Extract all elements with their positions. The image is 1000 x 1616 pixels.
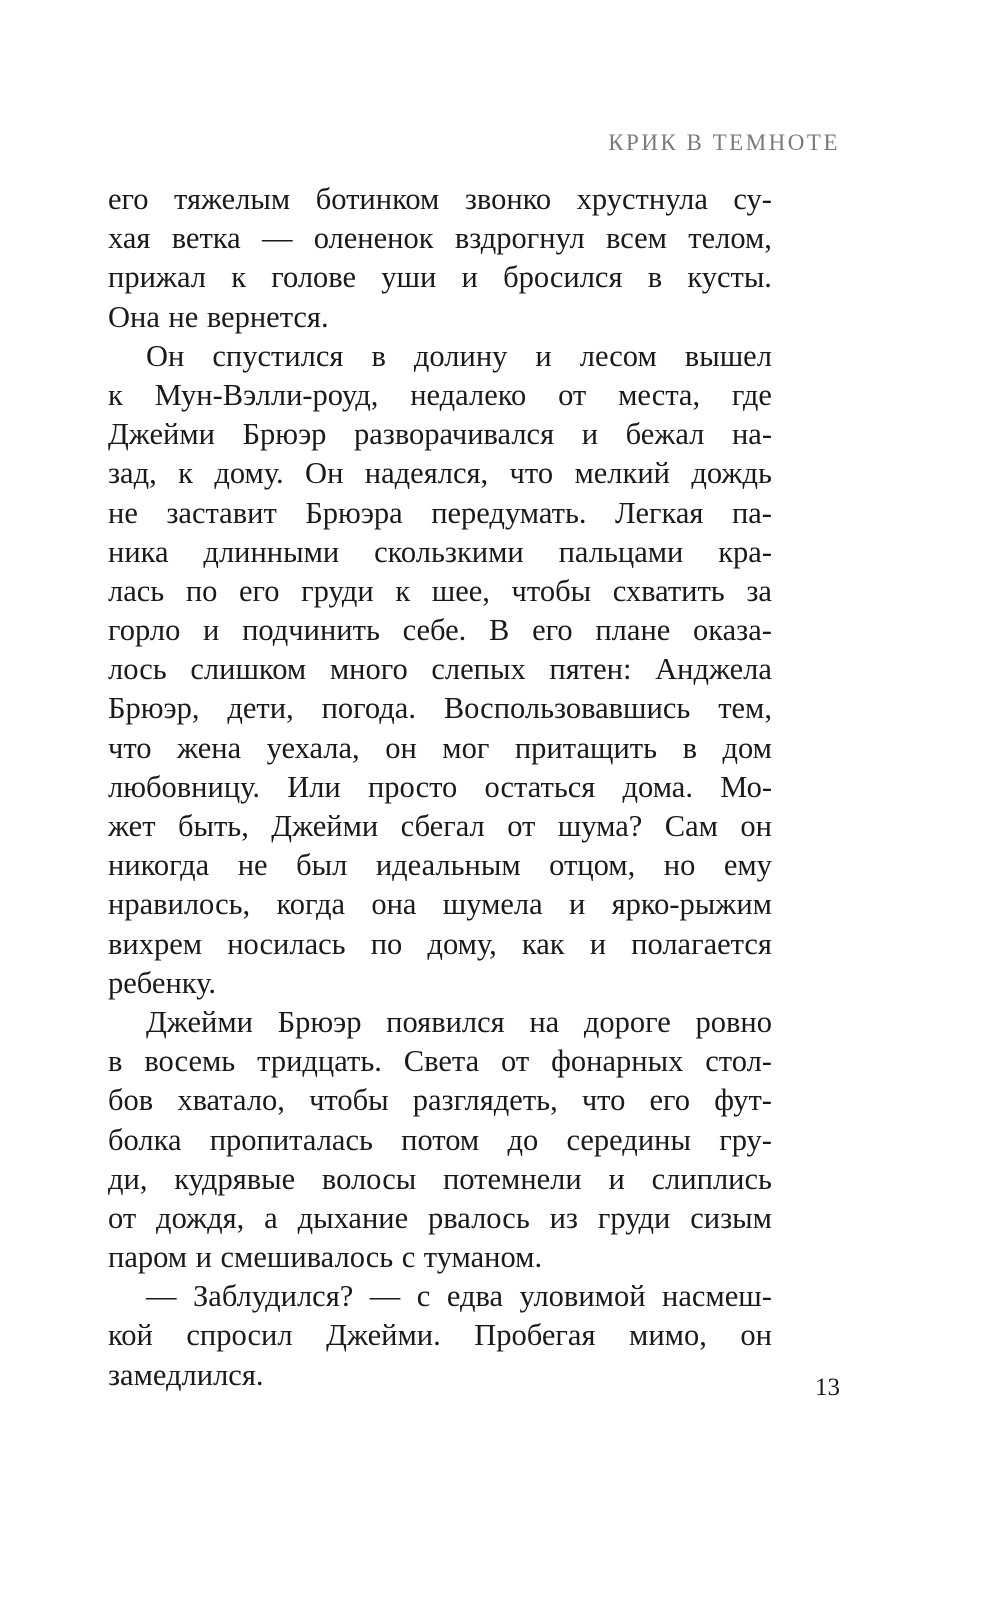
word: паром (108, 1240, 188, 1275)
word: Джейми (108, 417, 215, 452)
text-line (108, 494, 772, 533)
word: тяжелым (174, 182, 291, 216)
word: в (682, 730, 697, 765)
word: был (296, 848, 348, 883)
word: дома. (622, 769, 693, 804)
word: не (168, 299, 199, 334)
word: за (746, 573, 772, 608)
word: всем (605, 221, 667, 256)
text-line (108, 611, 772, 650)
word: носилась (227, 926, 346, 961)
word: дети, (227, 691, 294, 726)
word: лась (108, 573, 165, 608)
word: к (178, 456, 193, 491)
word: что (581, 1083, 626, 1118)
word: на- (731, 417, 772, 452)
word: ребенку. (108, 965, 216, 1000)
word: не (108, 495, 138, 530)
word: середины (566, 1122, 691, 1157)
word: его (649, 1083, 691, 1118)
word: никогда (108, 848, 210, 883)
word: и (568, 887, 586, 922)
word: и (581, 417, 599, 452)
word: зад, (108, 456, 157, 491)
word: появился (386, 1004, 505, 1039)
word: подчинить (242, 613, 380, 648)
word: а (264, 1200, 278, 1235)
word: разглядеть, (412, 1083, 558, 1118)
word: по (370, 926, 403, 961)
word: идеальным (375, 848, 521, 883)
word: — (146, 1279, 177, 1314)
text-line (108, 885, 772, 924)
paragraph (108, 337, 772, 1003)
word: быть, (177, 809, 249, 843)
word: восемь (144, 1044, 236, 1079)
text-line (108, 1238, 772, 1277)
text-line (108, 1160, 772, 1199)
word: схватить (612, 573, 725, 608)
paragraph (108, 1277, 772, 1395)
text-line (108, 533, 772, 572)
word: дому. (214, 456, 284, 491)
word: Анджела (655, 652, 772, 687)
word: сбегал (400, 809, 485, 843)
word: стол- (705, 1044, 772, 1079)
word: ярко-рыжим (611, 887, 772, 922)
text-line (108, 337, 772, 376)
body-text (108, 180, 772, 1395)
word: и (535, 338, 552, 373)
word: он (740, 1318, 772, 1353)
word: спустился (212, 338, 344, 373)
text-line (108, 807, 772, 846)
word: ника (108, 534, 169, 569)
word: хая (108, 221, 151, 256)
word: Легкая (615, 495, 704, 530)
word: фут- (714, 1083, 772, 1118)
word: бов (108, 1083, 154, 1118)
text-line (108, 925, 772, 964)
word: что (509, 456, 554, 491)
word: что (108, 730, 152, 765)
word: смешивалось (220, 1240, 394, 1275)
word: Воспользовавшись (443, 691, 691, 726)
word: от (108, 1200, 137, 1235)
word: ровно (695, 1004, 772, 1039)
text-line (108, 729, 772, 768)
word: пятен: (549, 652, 632, 687)
word: Джейми. (326, 1318, 441, 1353)
word: В (489, 613, 510, 648)
word: мелкий (574, 456, 670, 491)
word: телом, (688, 221, 772, 256)
word: уехала, (266, 730, 360, 765)
word: погода. (321, 691, 416, 726)
word: Заблудился? (193, 1279, 354, 1314)
word: пропиталась (209, 1122, 373, 1157)
word: ему (723, 848, 772, 883)
word: жена (177, 730, 242, 765)
word: от (501, 1044, 530, 1079)
word: передумать. (431, 495, 587, 530)
word: жет (108, 809, 156, 843)
word: и (195, 1240, 212, 1275)
word: спросил (186, 1318, 293, 1353)
word: вернется. (206, 299, 329, 334)
word: дому, (427, 926, 497, 961)
word: замедлился. (108, 1357, 264, 1392)
word: от (507, 809, 536, 843)
word: горло (108, 613, 181, 648)
word: кудрявые (174, 1161, 296, 1196)
word: с (416, 1279, 431, 1314)
word: Или (287, 769, 341, 804)
word: но (663, 848, 696, 883)
word: Джейми (271, 809, 379, 843)
word: оказа- (693, 613, 772, 648)
word: недалеко (410, 377, 527, 412)
word: рвалось (428, 1200, 530, 1235)
word: из (549, 1200, 578, 1235)
word: долину (413, 338, 508, 373)
word: он (740, 809, 772, 843)
word: слепых (431, 652, 526, 687)
word: пальцами (558, 534, 684, 569)
text-line (108, 219, 772, 258)
word: Брюэр (242, 417, 327, 452)
word: фонарных (551, 1044, 684, 1079)
word: в (647, 260, 663, 295)
text-line (108, 1042, 772, 1081)
word: до (507, 1122, 539, 1157)
word: дороге (583, 1004, 671, 1039)
word: в (108, 1044, 123, 1079)
word: бежал (625, 417, 705, 452)
word: скользкими (374, 534, 524, 569)
word: кра- (718, 534, 772, 569)
word: голове (271, 260, 357, 295)
word: туманом. (423, 1240, 543, 1275)
word: гру- (719, 1122, 772, 1157)
word: лось (108, 652, 167, 687)
word: — (261, 221, 293, 256)
word: уши (381, 260, 437, 295)
word: где (731, 377, 772, 412)
word: чтобы (511, 573, 592, 608)
word: звонко (464, 182, 552, 216)
text-line (108, 298, 772, 337)
text-line (108, 1316, 772, 1355)
text-line (108, 768, 772, 807)
word: заставит (166, 495, 277, 530)
text-line (108, 572, 772, 611)
word: Сам (664, 809, 718, 843)
word: остаться (484, 769, 596, 804)
word: плане (595, 613, 671, 648)
text-line (108, 1003, 772, 1042)
word: Брюэр (277, 1004, 362, 1039)
word: она (371, 887, 417, 922)
word: бросился (503, 260, 623, 295)
word: к (108, 377, 123, 412)
paragraph (108, 1003, 772, 1277)
word: дождь (691, 456, 772, 491)
word: олененок (313, 221, 434, 256)
word: тем, (718, 691, 772, 726)
word: Мун-Вэлли-роуд, (154, 377, 379, 412)
word: его (532, 613, 573, 648)
text-line (108, 689, 772, 728)
word: и (461, 260, 478, 295)
word: его (239, 573, 280, 608)
word: притащить (514, 730, 658, 765)
word: Он (305, 456, 344, 491)
word: слиплись (651, 1161, 772, 1196)
word: груди (597, 1200, 671, 1235)
word: болка (108, 1122, 182, 1157)
word: су- (733, 182, 772, 216)
word: на (529, 1004, 560, 1039)
word: к (231, 260, 247, 295)
word: груди (301, 573, 374, 608)
word: Брюэра (305, 495, 403, 530)
word: дом (722, 730, 772, 765)
word: себе. (402, 613, 467, 648)
word: Джейми (146, 1004, 253, 1039)
text-line (108, 180, 772, 219)
text-line (108, 846, 772, 885)
word: — (369, 1279, 401, 1314)
word: ботинком (315, 182, 440, 216)
word: его (108, 182, 149, 216)
word: места, (618, 377, 701, 412)
word: как (521, 926, 565, 961)
word: нравилось, (108, 887, 251, 922)
paragraph (108, 180, 772, 337)
word: Мо- (720, 769, 772, 804)
word: волосы (321, 1161, 417, 1196)
word: дыхание (297, 1200, 409, 1235)
word: тридцать. (257, 1044, 382, 1079)
word: уловимой (519, 1279, 646, 1314)
word: хватало, (177, 1083, 285, 1118)
word: Она (108, 299, 160, 334)
word: шее, (431, 573, 490, 608)
word: хрустнула (576, 182, 708, 216)
word: он (385, 730, 417, 765)
word: и (589, 926, 607, 961)
word: едва (446, 1279, 504, 1314)
page-number: 13 (815, 1374, 840, 1401)
word: кусты. (687, 260, 772, 295)
word: длинными (203, 534, 340, 569)
word: разворачивался (354, 417, 555, 452)
word: от (558, 377, 587, 412)
word: много (329, 652, 408, 687)
running-head-title: КРИК В ТЕМНОТЕ (608, 130, 840, 155)
word: отцом, (549, 848, 636, 883)
word: и (203, 613, 220, 648)
word: па- (731, 495, 772, 530)
word: надеялся, (364, 456, 489, 491)
word: чтобы (309, 1083, 389, 1118)
word: Брюэр, (108, 691, 200, 726)
text-line (108, 1081, 772, 1120)
text-line (108, 650, 772, 689)
text-line (108, 258, 772, 297)
text-line (108, 1356, 772, 1395)
word: и (608, 1161, 625, 1196)
word: Пробегая (474, 1318, 596, 1353)
word: дождя, (156, 1200, 245, 1235)
word: к (395, 573, 411, 608)
word: потемнели (442, 1161, 582, 1196)
text-line (108, 964, 772, 1003)
word: Он (146, 338, 185, 373)
word: вздрогнул (454, 221, 585, 256)
word: по (185, 573, 218, 608)
word: слишком (190, 652, 307, 687)
word: насмеш- (662, 1279, 772, 1314)
text-line (108, 454, 772, 493)
text-line (108, 1121, 772, 1160)
text-line (108, 376, 772, 415)
word: лесом (579, 338, 657, 373)
word: мог (442, 730, 490, 765)
text-line (108, 1199, 772, 1238)
word: шума? (557, 809, 643, 843)
word: просто (367, 769, 458, 804)
word: мимо, (629, 1318, 707, 1353)
word: сизым (690, 1200, 772, 1235)
text-line (108, 1277, 772, 1316)
word: в (371, 338, 386, 373)
word: когда (276, 887, 346, 922)
word: ди, (108, 1161, 148, 1196)
text-line (108, 415, 772, 454)
word: шумела (442, 887, 543, 922)
word: полагается (631, 926, 772, 961)
word: Света (403, 1044, 480, 1079)
word: кой (108, 1318, 153, 1353)
word: с (401, 1240, 416, 1275)
word: прижал (108, 260, 206, 295)
word: потом (401, 1122, 480, 1157)
word: вышел (684, 338, 772, 373)
word: вихрем (108, 926, 203, 961)
word: любовницу. (108, 769, 260, 804)
word: ветка (171, 221, 241, 256)
word: не (237, 848, 268, 883)
